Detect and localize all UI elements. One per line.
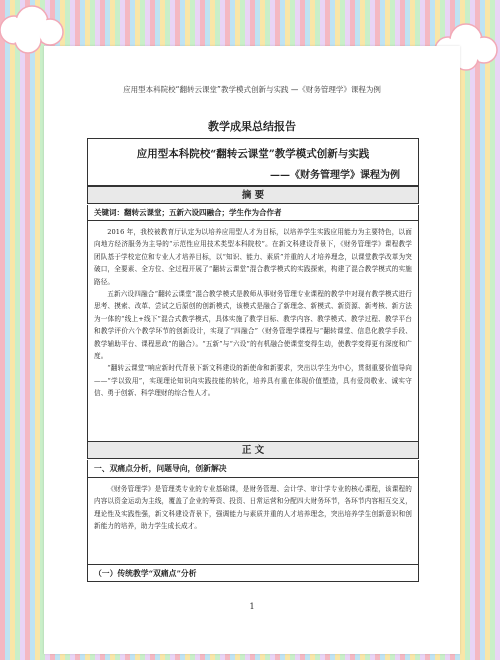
keywords-label: 关键词： <box>94 208 124 217</box>
section-1-heading: 一、双痛点分析，问题导向，创新解决 <box>87 460 419 478</box>
section-1-paragraph: 《财务管理学》是管理类专业的专业基础课，是财务管理、会计学、审计学专业的核心课程，该课程的内容以资金运动为主线，覆盖了企业的筹资、投资、日常运营和分配四大财务环节，各环节内容相互交叉，理论性及实践性强，新文科建设背景下，强调能力与素质并重的人才培养理念，突出培养学生创新意识和创新能力的培养，助力学生成长成才。 <box>94 485 412 531</box>
page-number: 1 <box>249 602 255 611</box>
summary-paragraph: 2016 年，我校被教育厅认定为以培养应用型人才为目标，以培养学生实践应用能力为主要特色，以面向地方经济服务为主导的“示范性应用技术类型本科院校”。在新文科建设背景下，《财务管理学》课程教学团队基于学校定位和专业人才培养目标，以“知识、能力、素质”并重的人才培养理念，以课堂教学改革为突破口，全要素、全方位、全过程开展了“翻转云课堂”混合教学模式的实践探索，构建了混合教学模式的实施路径。 <box>94 228 412 286</box>
report-title: 教学成果总结报告 <box>208 120 296 133</box>
sub-title: ——《财务管理学》课程为例 <box>270 170 400 181</box>
document-page <box>44 46 460 654</box>
subsection-heading: （一）传统教学“双痛点”分析 <box>87 564 419 582</box>
summary-body <box>87 221 419 441</box>
summary-paragraph: “翻转云课堂”响应新时代背景下新文科建设的新使命和新要求，突出以学生为中心，贯彻重要价值导向——“学以致用”，实现理论知识向实践技能的转化，培养具有重在体现价值塑造，具有爱岗敬业、诚实守信、勇于创新、科学理财的综合性人才。 <box>94 364 412 398</box>
keywords-text: 翻转云课堂；五新六设四融合；学生作为合作者 <box>124 208 282 217</box>
summary-heading: 摘 要 <box>87 186 419 204</box>
page-header: 应用型本科院校“翻转云课堂”教学模式创新与实践 —《财务管理学》课程为例 <box>123 85 381 94</box>
title-box <box>87 138 419 186</box>
keywords-row <box>87 205 419 221</box>
main-title: 应用型本科院校“翻转云课堂”教学模式创新与实践 <box>136 148 370 160</box>
summary-paragraph: 五新六设四融合“翻转云课堂”混合教学模式是教师从事财务管理专业课程的教学中对现有教学模式进行思考、摸索、改革、尝试之后原创的创新模式，该模式是融合了新理念、新模式、新资源、新考核、新方法为一体的“线上+线下”混合式教学模式，具体实施了教学目标、教学内容、教学模式、教学过程、教学平台和教学评价六个教学环节的创新设计，实现了“四融合”（财务管理学课程与“翻转课堂、信息化教学手段、教学辅助平台、课程思政”的融合）。“五新”与“六设”的有机融合使课堂变得生动，使教学变得更有深度和广度。 <box>94 290 412 361</box>
section-1-body <box>87 478 419 564</box>
main-text-heading: 正 文 <box>87 441 419 459</box>
